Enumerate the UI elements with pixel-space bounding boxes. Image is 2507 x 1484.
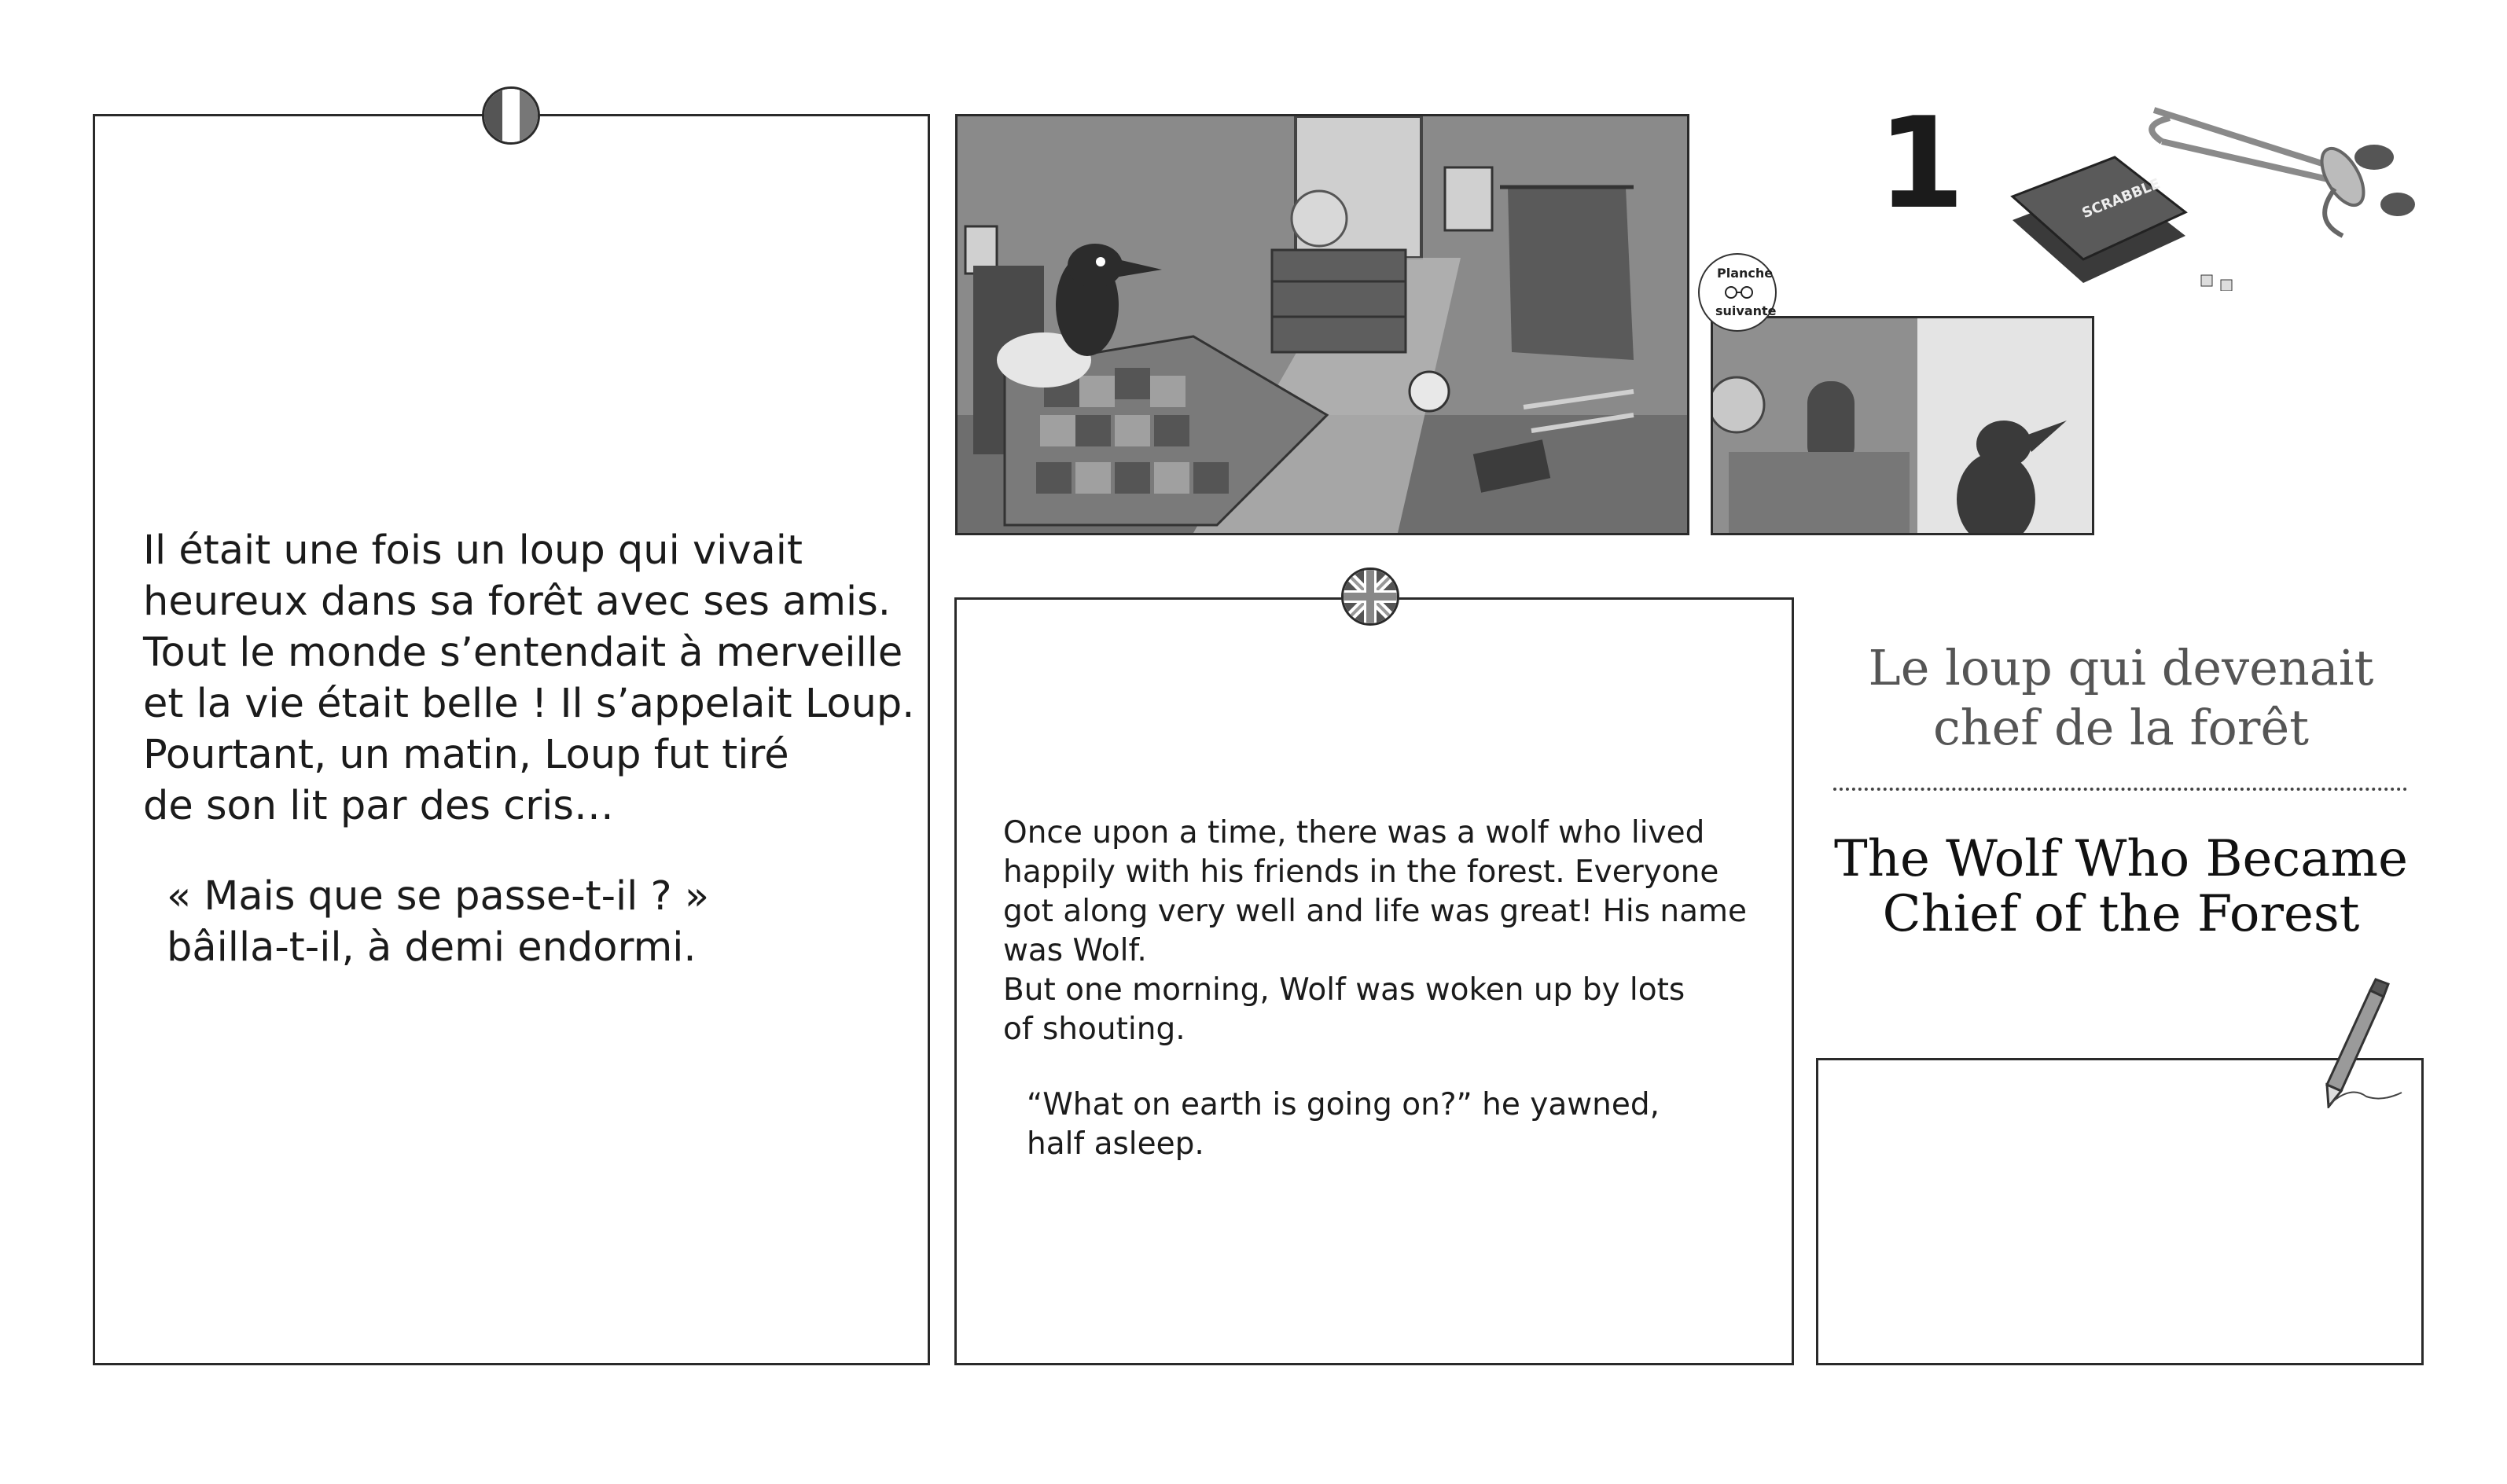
- trombone-icon: [2138, 94, 2421, 267]
- french-title-line2: chef de la forêt: [1932, 699, 2310, 756]
- title-divider: [1833, 788, 2407, 791]
- french-flag-icon: [482, 86, 540, 145]
- english-quote: [1027, 1085, 1734, 1164]
- english-title: [1822, 832, 2420, 942]
- french-line: et la vie était belle ! Il s’appelait Loup.: [143, 681, 915, 727]
- french-title-line1: Le loup qui devenait: [1868, 639, 2374, 696]
- glasses-icon: [1723, 285, 1755, 300]
- french-line: Il était une fois un loup qui vivait: [143, 527, 803, 574]
- french-paragraph: [143, 525, 913, 832]
- english-line: got along very well and life was great! His name: [1003, 894, 1748, 929]
- french-title: [1822, 638, 2420, 758]
- bedroom-illustration: [955, 114, 1689, 535]
- english-title-line1: The Wolf Who Became: [1834, 830, 2408, 888]
- pencil-icon: [2296, 967, 2406, 1108]
- uk-flag-icon: [1341, 568, 1399, 626]
- english-line: happily with his friends in the forest. Everyone: [1003, 854, 1719, 890]
- english-line: was Wolf.: [1003, 933, 1147, 968]
- english-quote-line: half asleep.: [1027, 1126, 1204, 1162]
- badge-line1: Planche: [1717, 266, 1774, 281]
- english-quote-line: “What on earth is going on?” he yawned,: [1027, 1087, 1660, 1122]
- english-line: But one morning, Wolf was woken up by lots: [1003, 972, 1685, 1008]
- english-line: of shouting.: [1003, 1012, 1185, 1047]
- english-title-line2: Chief of the Forest: [1882, 885, 2360, 943]
- french-line: de son lit par des cris…: [143, 783, 614, 829]
- next-page-preview-illustration: [1711, 316, 2094, 535]
- next-page-badge: [1698, 253, 1777, 332]
- english-line: Once upon a time, there was a wolf who lived: [1003, 815, 1705, 850]
- french-line: Tout le monde s’entendait à merveille: [143, 630, 903, 676]
- french-quote-line: « Mais que se passe-t-il ? »: [167, 873, 710, 920]
- scrabble-label: SCRABBLE: [2079, 175, 2163, 222]
- badge-line2: suivante: [1715, 303, 1777, 318]
- french-line: Pourtant, un matin, Loup fut tiré: [143, 732, 789, 778]
- page-number: 1: [1877, 90, 1965, 237]
- french-quote-line: bâilla-t-il, à demi endormi.: [167, 924, 697, 971]
- english-paragraph: [1003, 814, 1758, 1049]
- french-quote: [167, 871, 874, 973]
- french-line: heureux dans sa forêt avec ses amis.: [143, 579, 891, 625]
